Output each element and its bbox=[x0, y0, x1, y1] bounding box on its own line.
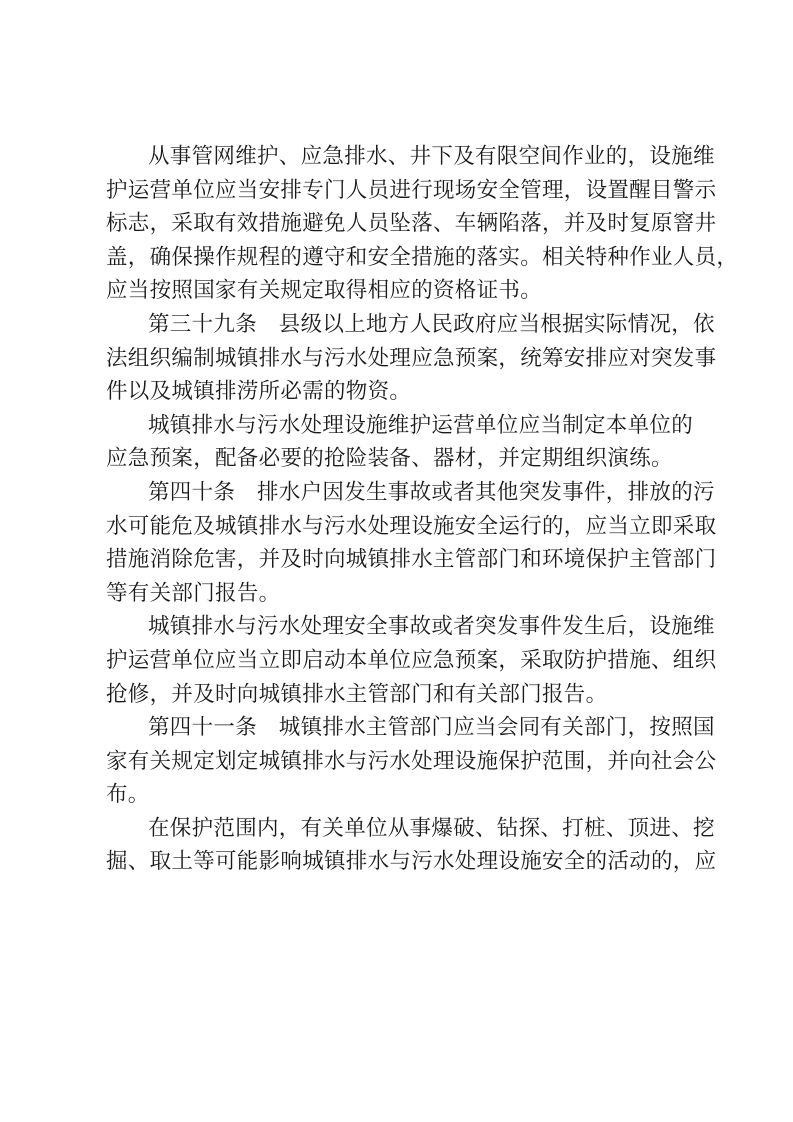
text-line: 护运营单位应当立即启动本单位应急预案，采取防护措施、组织 bbox=[106, 647, 717, 673]
text-line: 家有关规定划定城镇排水与污水处理设施保护范围，并向社会公 bbox=[106, 748, 717, 774]
text-line: 掘、取土等可能影响城镇排水与污水处理设施安全的活动的，应 bbox=[106, 849, 717, 875]
paragraph-1 bbox=[106, 140, 739, 308]
text-line: 应急预案，配备必要的抢险装备、器材，并定期组织演练。 bbox=[106, 446, 673, 472]
document-body bbox=[106, 140, 739, 879]
text-line: 法组织编制城镇排水与污水处理应急预案，统筹安排应对突发事 bbox=[106, 345, 717, 371]
paragraph-7 bbox=[106, 812, 717, 879]
text-line: 护运营单位应当安排专门人员进行现场安全管理，设置醒目警示 bbox=[106, 177, 717, 203]
text-line: 标志，采取有效措施避免人员坠落、车辆陷落，并及时复原窨井 bbox=[106, 211, 717, 237]
text-line: 等有关部门报告。 bbox=[106, 580, 281, 606]
text-line: 盖，确保操作规程的遵守和安全措施的落实。相关特种作业人员， bbox=[106, 244, 739, 270]
text-line: 城镇排水与污水处理设施维护运营单位应当制定本单位的 bbox=[148, 412, 694, 438]
text-line: 第四十一条 城镇排水主管部门应当会同有关部门，按照国 bbox=[148, 715, 715, 741]
text-line: 抢修，并及时向城镇排水主管部门和有关部门报告。 bbox=[106, 681, 608, 707]
text-line: 从事管网维护、应急排水、井下及有限空间作业的，设施维 bbox=[148, 144, 715, 169]
paragraph-article-40 bbox=[106, 476, 717, 610]
text-line: 水可能危及城镇排水与污水处理设施安全运行的，应当立即采取 bbox=[106, 513, 717, 539]
text-line: 第四十条 排水户因发生事故或者其他突发事件，排放的污 bbox=[148, 479, 715, 505]
paragraph-article-41 bbox=[106, 711, 717, 812]
paragraph-5 bbox=[106, 610, 717, 711]
text-line: 第三十九条 县级以上地方人民政府应当根据实际情况，依 bbox=[148, 311, 715, 337]
paragraph-3 bbox=[106, 409, 692, 476]
text-line: 件以及城镇排涝所必需的物资。 bbox=[106, 379, 412, 405]
text-line: 布。 bbox=[106, 782, 150, 808]
paragraph-article-39 bbox=[106, 308, 717, 409]
text-line: 在保护范围内，有关单位从事爆破、钻探、打桩、顶进、挖 bbox=[148, 815, 715, 841]
text-line: 措施消除危害，并及时向城镇排水主管部门和环境保护主管部门 bbox=[106, 547, 717, 573]
text-line: 应当按照国家有关规定取得相应的资格证书。 bbox=[106, 278, 543, 304]
text-line: 城镇排水与污水处理安全事故或者突发事件发生后，设施维 bbox=[148, 614, 715, 640]
